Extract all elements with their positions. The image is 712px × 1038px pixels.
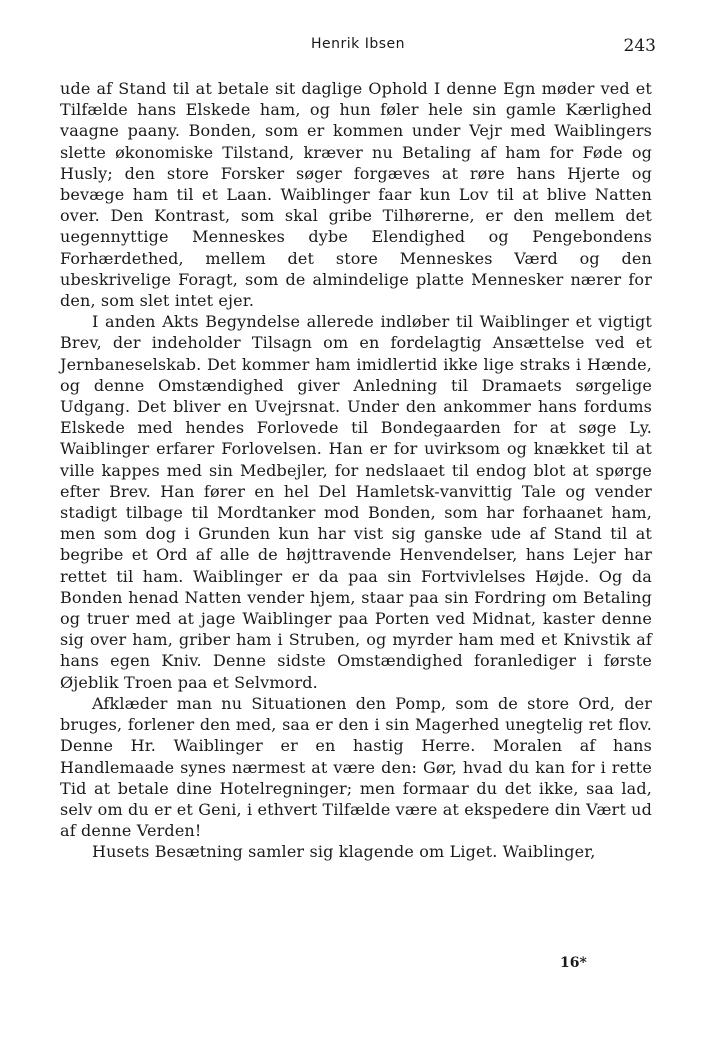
paragraph: Husets Besætning samler sig klagende om Liget. Waiblinger, — [92, 842, 596, 862]
paragraph: Afklæder man nu Situationen den Pomp, som de store Ord, der bruges, forlener den med, saa er den i sin Magerhed unegtelig ret flov. Denne Hr. Waiblinger er en hastig Herre. Moralen af hans Handlemaade synes nærmest at være den: Gør, hvad du kan for i rette Tid at betale dine Hotelregninger; men formaar du det ikke, saa lad, selv om du er et Geni, i ethvert Tilfælde være at ekspedere din Vært ud af denne Verden! — [60, 693, 652, 841]
paragraph: ude af Stand til at betale sit daglige Ophold I denne Egn møder ved et Tilfælde hans Elskede ham, og hun føler hele sin gamle Kærlighed vaagne paany. Bonden, som er kommen under Vejr med Waiblingers slette økonomiske Tilstand, kræver nu Betaling af ham for Føde og Husly; den store Forsker søger forgæves at røre hans Hjerte og bevæge ham til et Laan. Waiblinger faar kun Lov til at blive Natten over. Den Kontrast, som skal gribe Tilhørerne, er den mellem det uegennyttige Menneskes dybe Elendighed og Pengebondens Forhærdethed, mellem det store Menneskes Værd og den ubeskrivelige Foragt, som de almindelige platte Mennesker nærer for den, som slet intet ejer. — [60, 79, 652, 311]
body-text — [60, 78, 652, 863]
printer-signature: 16* — [560, 955, 587, 971]
running-head-author: Henrik Ibsen — [310, 36, 405, 52]
paragraph: I anden Akts Begyndelse allerede indløber til Waiblinger et vigtigt Brev, der indeholder Tilsagn om en fordelagtig Ansættelse ved et Jernbaneselskab. Det kommer ham imidlertid ikke lige straks i Hænde, og denne Omstændighed giver Anledning til Dramaets sørgelige Udgang. Det bliver en Uvejrsnat. Under den ankommer hans fordums Elskede med hendes Forlovede til Bondegaarden for at søge Ly. Waiblinger erfarer Forlovelsen. Han er for uvirksom og knækket til at ville kappes med sin Medbejler, for nedslaaet til endog blot at spørge efter Brev. Han fører en hel Del Hamletsk-vanvittig Tale og vender stadigt tilbage til Mordtanker mod Bonden, som har forhaanet ham, men som dog i Grunden kun har vist sig ganske ude af Stand til at begribe et Ord af alle de højttravende Henvendelser, hans Lejer har rettet til ham. Waiblinger er da paa sin Fortvivlelses Højde. Og da Bonden henad Natten vender hjem, staar paa sin Fordring om Betaling og truer med at jage Waiblinger paa Porten ved Midnat, kaster denne sig over ham, griber ham i Struben, og myrder ham med et Knivstik af hans egen Kniv. Denne sidste Omstændighed foranlediger i første Øjeblik Troen paa et Selvmord. — [60, 312, 652, 692]
running-head — [60, 36, 656, 60]
page-number: 243 — [623, 36, 656, 56]
